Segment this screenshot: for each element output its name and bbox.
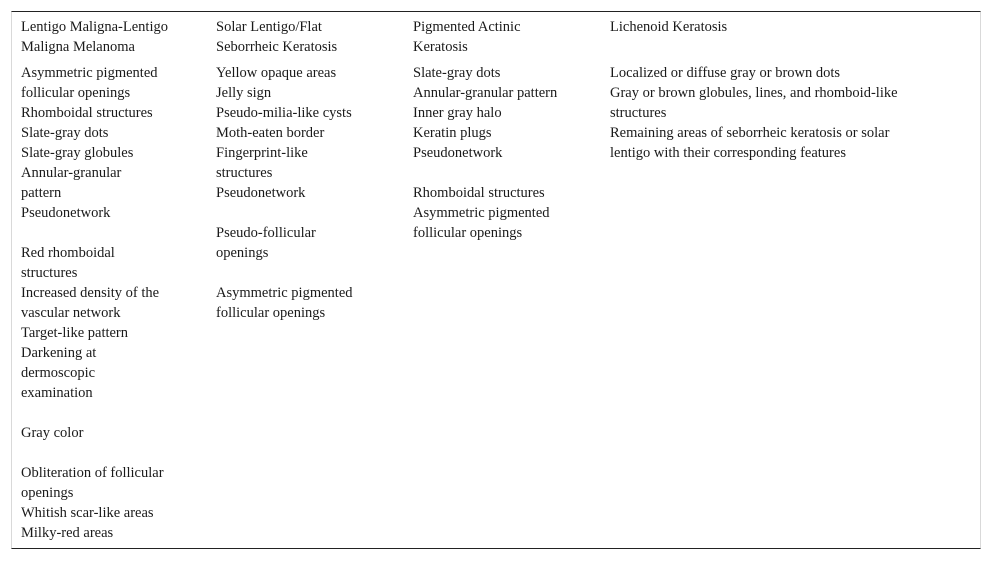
- column-body: [610, 63, 950, 163]
- column-body: [21, 63, 201, 543]
- feature-text-line: dermoscopic: [21, 365, 96, 381]
- feature-text-line: Increased density of the: [21, 285, 160, 301]
- feature-text-line: Pseudonetwork: [216, 185, 306, 201]
- column-lentigo-maligna: [21, 17, 201, 543]
- header-text-line: Keratosis: [413, 39, 468, 55]
- column-header: [610, 17, 950, 57]
- header-text-line: Maligna Melanoma: [21, 39, 135, 55]
- column-solar-lentigo: [216, 17, 396, 323]
- column-lichenoid-keratosis: [610, 17, 950, 163]
- spacer: [21, 443, 201, 463]
- feature-text-line: follicular openings: [21, 85, 131, 101]
- feature-text-line: Whitish scar-like areas: [21, 505, 154, 521]
- feature-text-line: structures: [610, 105, 667, 121]
- feature-text-line: pattern: [21, 185, 62, 201]
- feature-text-line: Rhomboidal structures: [21, 105, 153, 121]
- spacer: [216, 203, 396, 223]
- feature-text-line: Localized or diffuse gray or brown dots: [610, 65, 841, 81]
- spacer: [21, 223, 201, 243]
- feature-text-line: Asymmetric pigmented: [21, 65, 158, 81]
- feature-text-line: Keratin plugs: [413, 125, 492, 141]
- spacer: [216, 263, 396, 283]
- feature-text-line: Annular-granular: [21, 165, 122, 181]
- feature-text-line: Darkening at: [21, 345, 97, 361]
- feature-text-line: Remaining areas of seborrheic keratosis or solar: [610, 125, 890, 141]
- feature-text-line: Target-like pattern: [21, 325, 129, 341]
- feature-text-line: Obliteration of follicular: [21, 465, 164, 481]
- feature-text-line: Asymmetric pigmented: [216, 285, 353, 301]
- column-header: [413, 17, 595, 57]
- header-text-line: Pigmented Actinic: [413, 19, 521, 35]
- feature-text-line: structures: [21, 265, 78, 281]
- feature-text-line: follicular openings: [216, 305, 326, 321]
- feature-text-line: Red rhomboidal: [21, 245, 115, 261]
- feature-text-line: Asymmetric pigmented: [413, 205, 550, 221]
- feature-text-line: Slate-gray dots: [413, 65, 501, 81]
- feature-text-line: Milky-red areas: [21, 525, 114, 541]
- feature-text-line: Pseudonetwork: [413, 145, 503, 161]
- feature-text-line: Pseudonetwork: [21, 205, 111, 221]
- feature-text-line: Slate-gray globules: [21, 145, 134, 161]
- feature-text-line: Moth-eaten border: [216, 125, 325, 141]
- feature-text-line: Gray color: [21, 425, 84, 441]
- feature-text-line: Slate-gray dots: [21, 125, 109, 141]
- column-body: [216, 63, 396, 323]
- column-pigmented-actinic-keratosis: [413, 17, 595, 243]
- header-text-line: Lentigo Maligna-Lentigo: [21, 19, 168, 35]
- feature-text-line: Pseudo-milia-like cysts: [216, 105, 352, 121]
- column-body: [413, 63, 595, 243]
- feature-text-line: openings: [216, 245, 269, 261]
- feature-text-line: Pseudo-follicular: [216, 225, 316, 241]
- column-header: [216, 17, 396, 57]
- spacer: [413, 163, 595, 183]
- feature-text-line: follicular openings: [413, 225, 523, 241]
- feature-text-line: Yellow opaque areas: [216, 65, 337, 81]
- feature-text-line: examination: [21, 385, 93, 401]
- column-header: [21, 17, 201, 57]
- header-text-line: Solar Lentigo/Flat: [216, 19, 322, 35]
- feature-text-line: Inner gray halo: [413, 105, 502, 121]
- feature-text-line: vascular network: [21, 305, 121, 321]
- spacer: [21, 403, 201, 423]
- feature-text-line: openings: [21, 485, 74, 501]
- feature-text-line: Jelly sign: [216, 85, 272, 101]
- feature-text-line: Rhomboidal structures: [413, 185, 545, 201]
- feature-text-line: Annular-granular pattern: [413, 85, 558, 101]
- header-text-line: Seborrheic Keratosis: [216, 39, 338, 55]
- feature-text-line: Gray or brown globules, lines, and rhomboid-like: [610, 85, 898, 101]
- header-text-line: Lichenoid Keratosis: [610, 19, 728, 35]
- dermoscopy-features-table: [11, 11, 981, 549]
- feature-text-line: structures: [216, 165, 273, 181]
- feature-text-line: Fingerprint-like: [216, 145, 308, 161]
- feature-text-line: lentigo with their corresponding features: [610, 145, 846, 161]
